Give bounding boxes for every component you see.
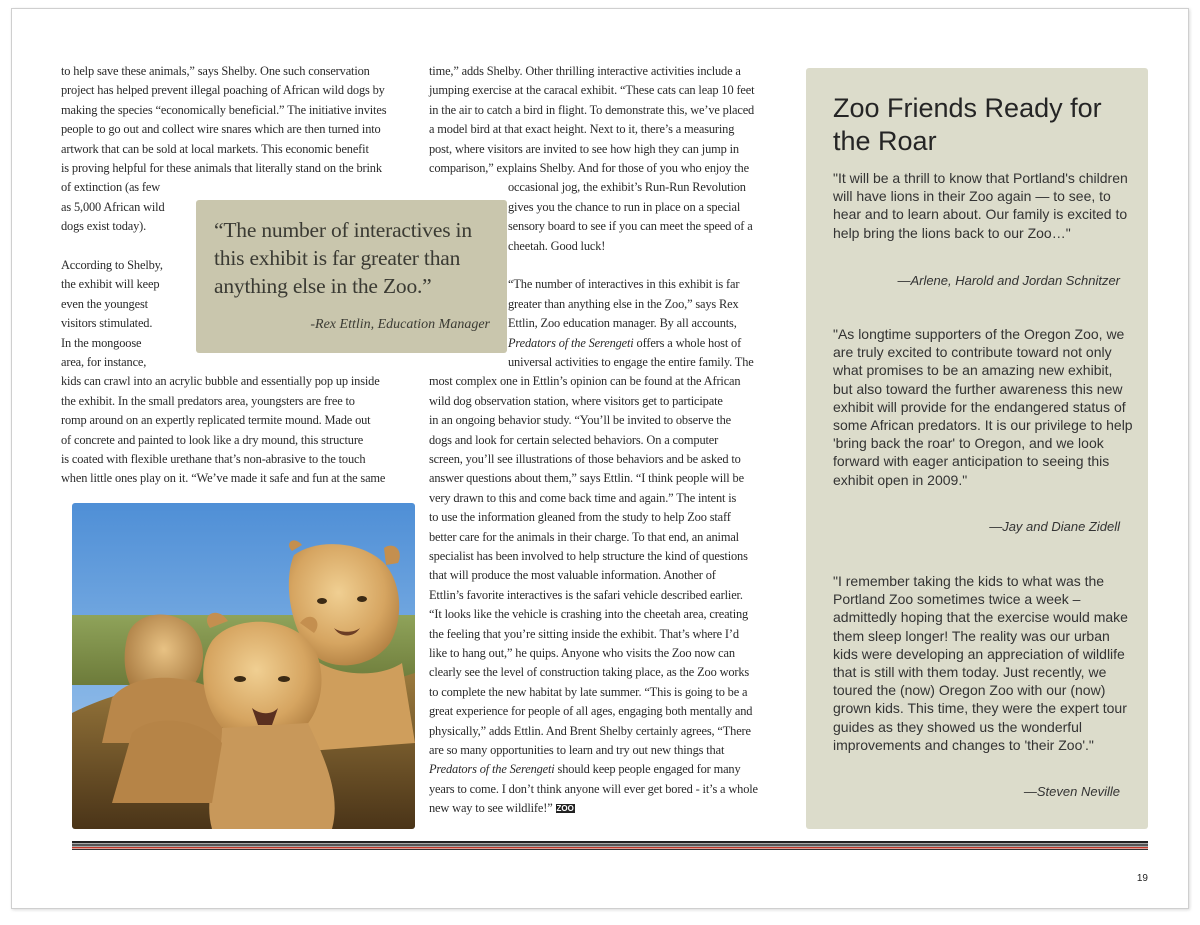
article-line: like to hang out,” he quips. Anyone who visits the Zoo now can bbox=[429, 646, 735, 660]
article-line: cheetah. Good luck! bbox=[508, 238, 606, 253]
article-line: better care for the animals in their charge. To that end, an animal bbox=[429, 529, 739, 544]
article-line: are so many opportunities to learn and try out new things that bbox=[429, 743, 725, 757]
article-line: wild dog observation station, where visitors get to participate bbox=[429, 393, 723, 408]
decorative-rule bbox=[72, 841, 1148, 851]
sidebar-quote-1: "It will be a thrill to know that Portland's children will have lions in their Zoo again — to see, to hear and to learn about. Our family is excited to help bring the lions back to our Zoo…" bbox=[833, 170, 1128, 241]
article-line: to complete the new habitat by late summer. “This is going to be a bbox=[429, 684, 748, 699]
article-line: artwork that can be sold at local markets. This economic benefit bbox=[61, 141, 369, 156]
article-line: specialist has been involved to help structure the kind of questions bbox=[429, 549, 748, 563]
article-line: years to come. I don’t think anyone will ever get bored - it’s a whole bbox=[429, 781, 758, 796]
sidebar-quote-3-attribution: —Steven Neville bbox=[1023, 784, 1120, 799]
article-line: occasional jog, the exhibit’s Run-Run Revolution bbox=[508, 180, 746, 195]
article-line: jumping exercise at the caracal exhibit. “These cats can leap 10 feet bbox=[429, 83, 755, 98]
lionesses-photo bbox=[72, 503, 415, 829]
article-line: people to go out and collect wire snares which are then turned into bbox=[61, 122, 381, 137]
page-number: 19 bbox=[1136, 873, 1148, 884]
article-line: Ettlin, Zoo education manager. By all accounts, bbox=[508, 316, 737, 331]
article-line: new way to see wildlife!” ZOO bbox=[429, 801, 574, 816]
article-line bbox=[508, 334, 741, 353]
article-line: screen, you’ll see illustrations of those behaviors and be asked to bbox=[429, 452, 741, 466]
article-line-text: should keep people engaged for many bbox=[554, 762, 741, 777]
article-line: project has helped prevent illegal poaching of African wild dogs by bbox=[61, 83, 385, 98]
sidebar-quote-2-attribution: —Jay and Diane Zidell bbox=[989, 519, 1120, 534]
article-line: area, for instance, bbox=[61, 355, 147, 369]
article-line: most complex one in Ettlin’s opinion can be found at the African bbox=[429, 374, 741, 389]
article-line: clearly see the level of construction taking place, as the Zoo works bbox=[429, 665, 750, 680]
article-line-text: offers a whole host of bbox=[633, 335, 742, 350]
article-line: In the mongoose bbox=[61, 335, 142, 350]
article-line: time,” adds Shelby. Other thrilling interactive activities include a bbox=[429, 64, 741, 78]
article-line: even the youngest bbox=[61, 296, 148, 311]
article-line: greater than anything else in the Zoo,” says Rex bbox=[508, 296, 739, 311]
article-line: very drawn to this and come back time and again.” The intent is bbox=[429, 490, 737, 505]
article-line: comparison,” explains Shelby. And for those of you who enjoy the bbox=[429, 161, 749, 175]
article-line: gives you the chance to run in place on a special bbox=[508, 199, 741, 214]
article-line: kids can crawl into an acrylic bubble and essentially pop up inside bbox=[61, 374, 380, 389]
pull-quote-attribution: -Rex Ettlin, Education Manager bbox=[310, 317, 490, 332]
lionesses-illustration bbox=[72, 503, 415, 829]
article-line: is proving helpful for these animals that literally stand on the brink bbox=[61, 161, 382, 175]
article-line: universal activities to engage the entire family. The bbox=[508, 355, 754, 369]
article-line: when little ones play on it. “We’ve made it safe and fun at the same bbox=[61, 471, 386, 486]
article-line: dogs and look for certain selected behaviors. On a computer bbox=[429, 432, 719, 447]
publication-title: Predators of the Serengeti bbox=[508, 335, 634, 350]
sidebar-quote-1-attribution: —Arlene, Harold and Jordan Schnitzer bbox=[897, 273, 1120, 288]
article-line: a model bird at that exact height. Next to it, there’s a measuring bbox=[429, 122, 735, 137]
article-line: According to Shelby, bbox=[61, 258, 163, 272]
article-line: in an ongoing behavior study. “You’ll be invited to observe the bbox=[429, 413, 731, 428]
publication-title: Predators of the Serengeti bbox=[429, 762, 555, 777]
article-line: great experience for people of all ages, engaging both mentally and bbox=[429, 704, 753, 719]
magazine-page bbox=[11, 8, 1189, 909]
article-line: romp around on an expertly replicated termite mound. Made out bbox=[61, 413, 371, 428]
pull-quote-text: “The number of interactives in this exhibit is far greater than anything else in the Zoo.” bbox=[214, 218, 472, 298]
article-line: visitors stimulated. bbox=[61, 316, 153, 331]
article-line: as 5,000 African wild bbox=[61, 199, 165, 214]
article-line: the feeling that you’re sitting inside the exhibit. That’s where I’d bbox=[429, 626, 739, 641]
article-line: that will produce the most valuable information. Another of bbox=[429, 568, 716, 583]
article-line bbox=[429, 760, 741, 779]
sidebar-quote-3: "I remember taking the kids to what was the Portland Zoo sometimes twice a week – admittedly hoping that the exercise would make them sleep longer! The reality was our urban kids were developing an appreciation of wildlife that is still with them today. Just recently, we toured the (now) Oregon Zoo with our (now) grown kids. This time, they were the expert tour guides as they showed us the wonderful improvements and changes to 'their Zoo'." bbox=[833, 573, 1128, 753]
article-line: of concrete and painted to look like a dry mound, this structure bbox=[61, 432, 364, 447]
article-line: the exhibit. In the small predators area, youngsters are free to bbox=[61, 393, 355, 408]
pull-quote-box bbox=[196, 200, 507, 353]
zoo-end-logo: ZOO bbox=[556, 804, 574, 814]
article-line: of extinction (as few bbox=[61, 180, 161, 195]
article-line: to help save these animals,” says Shelby. One such conservation bbox=[61, 64, 370, 78]
sidebar-panel bbox=[806, 68, 1148, 829]
article-line: is coated with flexible urethane that’s non-abrasive to the touch bbox=[61, 452, 366, 466]
article-line: answer questions about them,” says Ettlin. “I think people will be bbox=[429, 471, 744, 486]
article-line: dogs exist today). bbox=[61, 219, 147, 234]
article-line: post, where visitors are invited to see how high they can jump in bbox=[429, 141, 739, 156]
sidebar-title: Zoo Friends Ready for the Roar bbox=[833, 93, 1102, 156]
article-line: Ettlin’s favorite interactives is the safari vehicle described earlier. bbox=[429, 587, 743, 602]
article-line: “The number of interactives in this exhibit is far bbox=[508, 277, 740, 292]
article-line: “It looks like the vehicle is crashing into the cheetah area, creating bbox=[429, 607, 749, 622]
article-line: the exhibit will keep bbox=[61, 277, 160, 292]
article-line: sensory board to see if you can meet the speed of a bbox=[508, 219, 753, 234]
article-line: making the species “economically beneficial.” The initiative invites bbox=[61, 102, 387, 117]
sidebar-quote-2: "As longtime supporters of the Oregon Zoo, we are truly excited to contribute toward not only what promises to be an amazing new exhibit, but also toward the further awareness this new exhibit will provide for the endangered status of some African predators. It is our privilege to help 'bring back the roar' to Oregon, and we look forward with eager anticipation to seeing this exhibit open in 2009." bbox=[833, 326, 1133, 488]
article-line: to use the information gleaned from the study to help Zoo staff bbox=[429, 510, 731, 525]
article-line: in the air to catch a bird in flight. To demonstrate this, we’ve placed bbox=[429, 102, 755, 117]
article-line: physically,” adds Ettlin. And Brent Shelby certainly agrees, “There bbox=[429, 723, 751, 738]
